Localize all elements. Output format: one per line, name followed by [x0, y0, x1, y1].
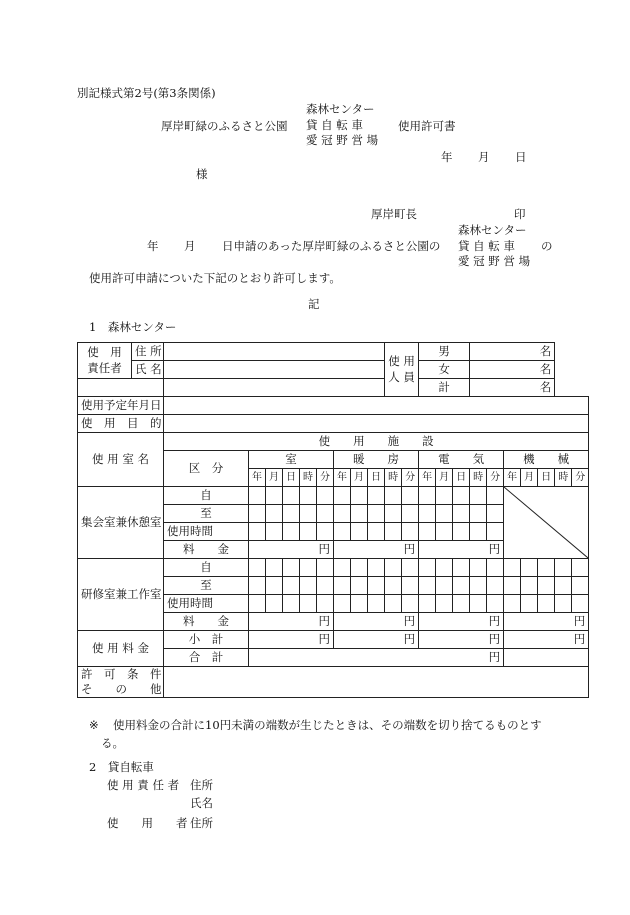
unit-hour: 時 — [470, 469, 487, 487]
male-label: 男 — [419, 343, 470, 361]
usage-table — [77, 342, 589, 698]
table-row — [78, 667, 589, 698]
fee-label: 料 金 — [164, 613, 249, 631]
female-count[interactable]: 名 — [470, 361, 555, 379]
name-label: 氏 名 — [132, 361, 164, 379]
table-row — [78, 487, 589, 505]
table-row — [78, 379, 589, 397]
note-mark: ※ — [89, 718, 99, 732]
users-label: 使 用 人 員 — [385, 343, 419, 397]
table-row — [78, 397, 589, 415]
room2-fee-machine[interactable]: 円 — [504, 613, 589, 631]
table-row — [78, 415, 589, 433]
date-year: 年 — [441, 150, 453, 164]
male-count[interactable]: 名 — [470, 343, 555, 361]
facility-machine-label: 機 械 — [504, 451, 589, 469]
room1-fee-heating[interactable]: 円 — [334, 541, 419, 559]
section2-heading: 2 貸自転車 — [89, 760, 154, 774]
usage-time-label: 使用時間 — [164, 595, 249, 613]
unit-hour: 時 — [385, 469, 402, 487]
from-label: 自 — [164, 487, 249, 505]
section2-user-address-label: 住所 — [190, 816, 213, 830]
note-line2: る。 — [101, 736, 124, 750]
facility-campsite: 愛 冠 野 営 場 — [458, 254, 531, 268]
unit-hour: 時 — [555, 469, 572, 487]
unit-year: 年 — [504, 469, 521, 487]
section2-address-label: 住所 — [190, 778, 213, 792]
title-prefix: 厚岸町緑のふるさと公園 — [161, 119, 288, 133]
total-count[interactable]: 名 — [470, 379, 555, 397]
machine-na-cell — [504, 487, 589, 559]
usage-time-label: 使用時間 — [164, 523, 249, 541]
address-label: 住 所 — [132, 343, 164, 361]
section1-heading: 1 森林センター — [89, 320, 177, 334]
facility-electric-label: 電 気 — [419, 451, 504, 469]
body-year: 年 — [147, 239, 159, 253]
unit-day: 日 — [453, 469, 470, 487]
unit-month: 月 — [521, 469, 538, 487]
room1-fee-electric[interactable]: 円 — [419, 541, 504, 559]
facility-heating-label: 暖 房 — [334, 451, 419, 469]
seal-mark: 印 — [514, 207, 526, 221]
body-particle: の — [541, 239, 553, 253]
unit-minute: 分 — [402, 469, 419, 487]
conditions-field[interactable] — [164, 667, 589, 698]
room1-fee-room[interactable]: 円 — [249, 541, 334, 559]
diagonal-slash — [504, 487, 588, 558]
room2-label: 研修室兼工作室 — [78, 559, 164, 631]
name-field[interactable] — [164, 361, 385, 379]
to-label: 至 — [164, 577, 249, 595]
facility-room-label: 室 — [249, 451, 334, 469]
address-field[interactable] — [164, 343, 385, 361]
date-day: 日 — [515, 150, 527, 164]
table-row — [78, 559, 589, 577]
unit-month: 月 — [351, 469, 368, 487]
facility-bicycle: 貸 自 転 車 — [458, 238, 515, 253]
usage-fee-label: 使 用 料 金 — [78, 631, 164, 667]
responsible-label: 使 用 責任者 — [78, 343, 132, 379]
section2-name-label: 氏名 — [190, 796, 213, 810]
facility-forest-center: 森林センター — [306, 102, 375, 116]
purpose-field[interactable] — [164, 415, 589, 433]
female-label: 女 — [419, 361, 470, 379]
facility-bicycle: 貸 自 転 車 — [306, 117, 363, 132]
form-number: 別記様式第2号(第3条関係) — [77, 86, 216, 100]
unit-minute: 分 — [317, 469, 334, 487]
unit-year: 年 — [249, 469, 266, 487]
subtotal-heating[interactable]: 円 — [334, 631, 419, 649]
title-facility-list — [306, 104, 378, 147]
table-row — [78, 433, 589, 451]
unit-month: 月 — [436, 469, 453, 487]
grand-total-label: 合 計 — [164, 649, 249, 667]
unit-year: 年 — [334, 469, 351, 487]
unit-hour: 時 — [300, 469, 317, 487]
category-label: 区 分 — [164, 451, 249, 487]
from-label: 自 — [164, 559, 249, 577]
unit-day: 日 — [283, 469, 300, 487]
table-row — [78, 631, 589, 649]
subtotal-electric[interactable]: 円 — [419, 631, 504, 649]
subtotal-label: 小 計 — [164, 631, 249, 649]
room2-fee-heating[interactable]: 円 — [334, 613, 419, 631]
date-month: 月 — [478, 150, 490, 164]
scheduled-date-label: 使用予定年月日 — [78, 397, 164, 415]
addressee-suffix: 様 — [196, 167, 208, 181]
unit-month: 月 — [266, 469, 283, 487]
room-name-label: 使 用 室 名 — [78, 433, 164, 487]
section2-user: 使 用 者 — [107, 816, 188, 830]
room2-fee-room[interactable]: 円 — [249, 613, 334, 631]
table-row — [78, 343, 589, 361]
conditions-label — [78, 667, 164, 698]
conditions-label-line1: 許 可 条 件 — [81, 667, 162, 682]
title-suffix: 使用許可書 — [398, 119, 456, 133]
facility-forest-center: 森林センター — [458, 223, 527, 237]
unit-minute: 分 — [487, 469, 504, 487]
permit-text: 使用許可申請についた下記のとおり許可します。 — [89, 271, 341, 285]
ki-label: 記 — [308, 297, 320, 311]
room1-label: 集会室兼休憩室 — [78, 487, 164, 559]
total-label: 計 — [419, 379, 470, 397]
table-row — [78, 361, 589, 379]
application-text: 日申請のあった厚岸町緑のふるさと公園の — [222, 239, 441, 253]
issuer: 厚岸町長 — [371, 207, 417, 221]
fee-label: 料 金 — [164, 541, 249, 559]
purpose-label: 使 用 目 的 — [78, 415, 164, 433]
note-line1: 使用料金の合計に10円未満の端数が生じたときは、その端数を切り捨てるものとす — [113, 718, 542, 732]
subtotal-machine[interactable]: 円 — [504, 631, 589, 649]
unit-day: 日 — [368, 469, 385, 487]
facilities-header: 使 用 施 設 — [164, 433, 589, 451]
room2-fee-electric[interactable]: 円 — [419, 613, 504, 631]
unit-day: 日 — [538, 469, 555, 487]
unit-minute: 分 — [572, 469, 589, 487]
body-facility-list — [458, 225, 530, 268]
body-month: 月 — [184, 239, 196, 253]
facility-campsite: 愛 冠 野 営 場 — [306, 133, 379, 147]
grand-total-value[interactable]: 円 — [249, 649, 504, 667]
conditions-label-line2: そ の 他 — [81, 682, 162, 696]
unit-year: 年 — [419, 469, 436, 487]
section2-responsible: 使 用 責 任 者 — [107, 778, 180, 792]
subtotal-room[interactable]: 円 — [249, 631, 334, 649]
scheduled-date-field[interactable] — [164, 397, 589, 415]
to-label: 至 — [164, 505, 249, 523]
